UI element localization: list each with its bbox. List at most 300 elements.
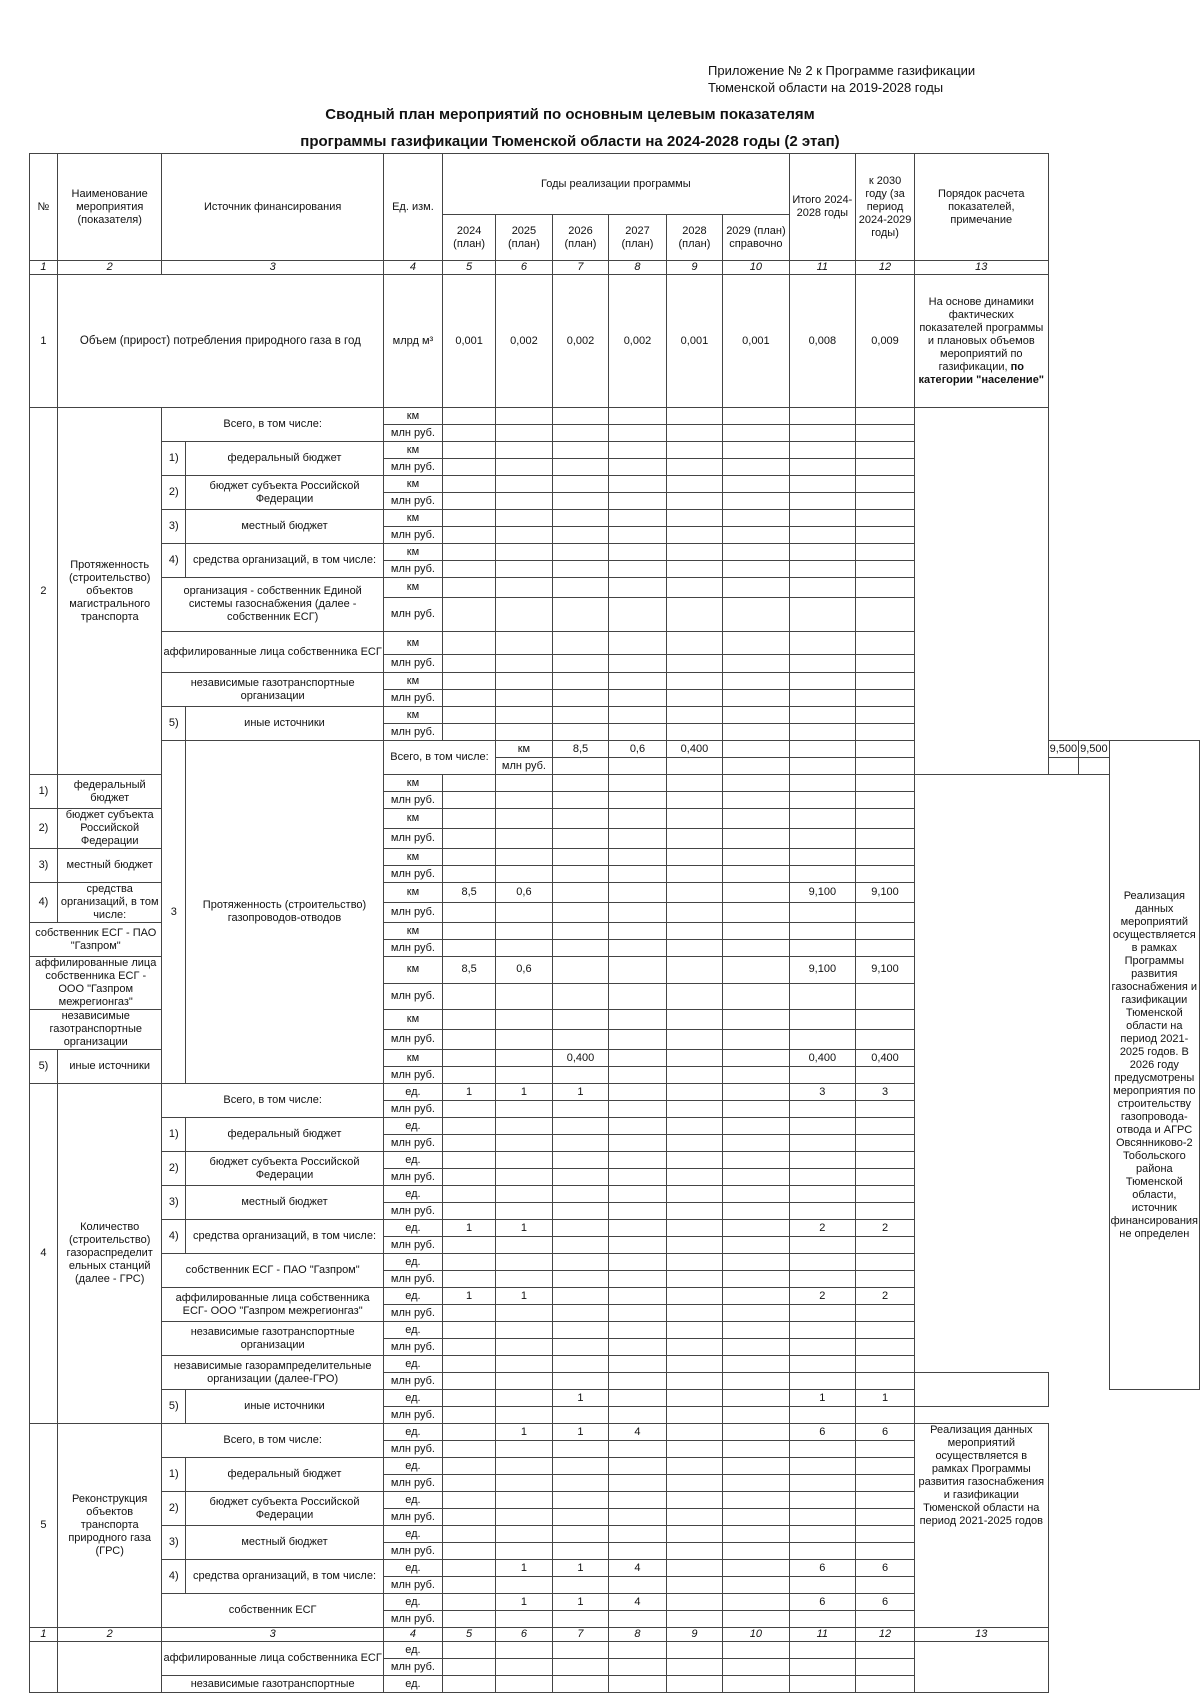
source-label: средства организаций, в том числе: — [186, 1560, 384, 1594]
source-number: 3) — [162, 510, 186, 544]
table-cell — [723, 1322, 789, 1339]
table-cell — [666, 1356, 723, 1373]
cell-value: 0,009 — [856, 275, 915, 408]
source-number: 5) — [30, 1050, 58, 1084]
table-cell — [666, 923, 723, 940]
col-number: 4 — [383, 1628, 442, 1642]
table-cell — [666, 476, 723, 493]
table-cell — [496, 690, 553, 707]
unit-label: км — [383, 408, 442, 425]
cell-value: 1 — [496, 1424, 553, 1441]
table-cell — [552, 1659, 609, 1676]
table-cell — [552, 1509, 609, 1526]
table-cell — [443, 1458, 496, 1475]
table-cell — [666, 724, 723, 741]
table-cell — [552, 1441, 609, 1458]
table-cell — [666, 1135, 723, 1152]
table-cell — [666, 775, 723, 792]
table-cell — [609, 527, 666, 544]
table-cell — [666, 527, 723, 544]
source-number: 3) — [162, 1186, 186, 1220]
table-cell — [723, 1659, 789, 1676]
table-cell — [496, 655, 553, 673]
col-number: 11 — [789, 1628, 855, 1642]
table-cell — [789, 408, 855, 425]
table-cell — [496, 1339, 553, 1356]
unit-label: млн руб. — [383, 1659, 442, 1676]
row2-note — [915, 408, 1049, 775]
unit-label: км — [383, 775, 442, 792]
table-cell — [856, 425, 915, 442]
row-number: 3 — [162, 741, 186, 1084]
cell-value: 0,400 — [789, 1050, 855, 1067]
cell-value: 1 — [496, 1220, 553, 1237]
table-cell — [789, 866, 855, 883]
header-no: № — [30, 154, 58, 261]
table-cell — [496, 578, 553, 598]
row5-name: Реконструкция объектов транспорта природного газа (ГРС) — [57, 1424, 162, 1628]
header-years-group: Годы реализации программы — [443, 154, 790, 215]
cell-value: 1 — [496, 1084, 553, 1101]
page-title-line-2: программы газификации Тюменской области на 2024-2028 годы (2 этап) — [300, 133, 840, 150]
table-cell — [443, 1010, 496, 1030]
unit-label: км — [496, 741, 553, 758]
table-cell — [723, 1203, 789, 1220]
table-cell — [609, 493, 666, 510]
table-cell — [789, 724, 855, 741]
table-cell — [609, 903, 666, 923]
table-cell — [856, 1577, 915, 1594]
header-total-2030: к 2030 году (за период 2024-2029 годы) — [856, 154, 915, 261]
source-number: 2) — [30, 809, 58, 849]
table-cell — [609, 1186, 666, 1203]
source-label: независимые газорампределительные организации (далее-ГРО) — [162, 1356, 383, 1390]
annex-line-2: Тюменской области на 2019-2028 годы — [708, 80, 944, 95]
unit-label: млн руб. — [383, 1135, 442, 1152]
table-cell — [1048, 758, 1079, 775]
table-cell — [723, 809, 789, 829]
source-label: средства организаций, в том числе: — [57, 883, 162, 923]
table-cell — [552, 655, 609, 673]
table-cell — [666, 690, 723, 707]
table-cell — [856, 690, 915, 707]
table-cell — [666, 758, 723, 775]
cell-value: 1 — [443, 1288, 496, 1305]
table-cell — [723, 1339, 789, 1356]
table-cell — [496, 1010, 553, 1030]
table-cell — [552, 690, 609, 707]
source-label: местный бюджет — [186, 510, 384, 544]
table-cell — [496, 1152, 553, 1169]
table-cell — [789, 1010, 855, 1030]
table-cell — [789, 1322, 855, 1339]
table-cell — [609, 1458, 666, 1475]
table-cell — [552, 510, 609, 527]
col-number: 9 — [666, 261, 723, 275]
source-label: независимые газотранспортные — [162, 1676, 383, 1693]
unit-label: млн руб. — [383, 1611, 442, 1628]
table-cell — [552, 940, 609, 957]
source-label: бюджет субъекта Российской Федерации — [186, 1492, 384, 1526]
table-cell — [552, 1356, 609, 1373]
table-cell — [552, 1169, 609, 1186]
row1-note-b: по категории "население" — [918, 360, 1045, 386]
table-cell — [496, 1118, 553, 1135]
table-cell — [552, 707, 609, 724]
table-cell — [666, 1492, 723, 1509]
table-cell — [552, 1254, 609, 1271]
table-cell — [666, 1560, 723, 1577]
cell-value: 0,002 — [609, 275, 666, 408]
table-cell — [666, 1220, 723, 1237]
table-cell — [552, 1186, 609, 1203]
cell-value: 0,001 — [443, 275, 496, 408]
table-cell — [666, 1067, 723, 1084]
table-cell — [666, 1152, 723, 1169]
source-label: иные источники — [57, 1050, 162, 1084]
table-cell — [723, 1676, 789, 1693]
table-cell — [496, 1492, 553, 1509]
table-cell — [666, 792, 723, 809]
unit-label: млн руб. — [383, 1203, 442, 1220]
table-cell — [609, 883, 666, 903]
table-cell — [723, 527, 789, 544]
table-cell — [723, 476, 789, 493]
cell-value: 0,008 — [789, 275, 855, 408]
table-cell — [666, 1676, 723, 1693]
table-cell — [496, 1050, 553, 1067]
table-cell — [496, 1271, 553, 1288]
table-cell — [789, 442, 855, 459]
cell-value: 0,6 — [496, 883, 553, 903]
col-number: 10 — [723, 1628, 789, 1642]
source-label: аффилированные лица собственника ЕСГ — [162, 632, 383, 673]
table-cell — [609, 1356, 666, 1373]
table-cell — [609, 724, 666, 741]
table-cell — [723, 1305, 789, 1322]
table-cell — [496, 1254, 553, 1271]
table-cell — [443, 408, 496, 425]
table-cell — [789, 1676, 855, 1693]
table-cell — [723, 883, 789, 903]
table-cell — [856, 923, 915, 940]
table-cell — [789, 1237, 855, 1254]
source-label: средства организаций, в том числе: — [186, 1220, 384, 1254]
unit-label: млн руб. — [383, 690, 442, 707]
table-cell — [666, 1642, 723, 1659]
unit-label: млн руб. — [383, 598, 442, 632]
table-cell — [609, 1642, 666, 1659]
table-cell — [666, 1407, 723, 1424]
table-cell — [496, 1577, 553, 1594]
table-cell — [496, 1659, 553, 1676]
table-cell — [443, 792, 496, 809]
unit-label: ед. — [383, 1676, 442, 1693]
table-cell — [443, 655, 496, 673]
table-cell — [496, 1475, 553, 1492]
table-cell — [789, 1475, 855, 1492]
table-cell — [496, 1526, 553, 1543]
unit-label: млн руб. — [383, 459, 442, 476]
cell-value: 3 — [856, 1084, 915, 1101]
source-label: Всего, в том числе: — [383, 741, 495, 775]
source-label: бюджет субъекта Российской Федерации — [186, 476, 384, 510]
unit-label: км — [383, 510, 442, 527]
table-cell — [789, 598, 855, 632]
annex-note — [708, 62, 975, 96]
table-cell — [552, 923, 609, 940]
col-number: 1 — [30, 261, 58, 275]
col-number: 3 — [162, 261, 383, 275]
table-cell — [443, 578, 496, 598]
table-cell — [552, 578, 609, 598]
cell-value: 1 — [552, 1594, 609, 1611]
source-label: независимые газотранспортные организации — [162, 673, 383, 707]
source-number: 5) — [162, 1390, 186, 1424]
table-cell — [723, 1010, 789, 1030]
table-cell — [443, 1030, 496, 1050]
table-cell — [789, 849, 855, 866]
table-cell — [723, 866, 789, 883]
unit-label: млн руб. — [383, 1475, 442, 1492]
table-cell — [856, 632, 915, 655]
unit-label: ед. — [383, 1118, 442, 1135]
table-cell — [856, 849, 915, 866]
table-cell — [552, 883, 609, 903]
table-cell — [443, 1101, 496, 1118]
table-cell — [552, 1288, 609, 1305]
table-cell — [666, 425, 723, 442]
table-cell — [443, 1509, 496, 1526]
table-cell — [609, 1101, 666, 1118]
table-cell — [609, 1373, 666, 1390]
table-cell — [789, 775, 855, 792]
table-cell — [443, 983, 496, 1010]
table-cell — [723, 1135, 789, 1152]
unit-label: ед. — [383, 1424, 442, 1441]
table-cell — [609, 1220, 666, 1237]
table-cell — [609, 758, 666, 775]
table-cell — [609, 983, 666, 1010]
table-cell — [666, 1254, 723, 1271]
table-cell — [609, 544, 666, 561]
table-cell — [723, 1271, 789, 1288]
table-cell — [552, 724, 609, 741]
table-cell — [723, 1118, 789, 1135]
cell-value: 6 — [789, 1560, 855, 1577]
source-label: бюджет субъекта Российской Федерации — [186, 1152, 384, 1186]
table-cell — [666, 1339, 723, 1356]
table-cell — [789, 1577, 855, 1594]
table-cell — [723, 792, 789, 809]
table-cell — [856, 408, 915, 425]
table-cell — [789, 1543, 855, 1560]
table-cell — [666, 983, 723, 1010]
table-cell — [723, 741, 789, 758]
table-cell — [856, 1030, 915, 1050]
table-cell — [443, 1322, 496, 1339]
table-cell — [856, 1526, 915, 1543]
table-cell — [723, 707, 789, 724]
unit-label: ед. — [383, 1356, 442, 1373]
table-cell — [552, 1407, 609, 1424]
table-cell — [666, 1543, 723, 1560]
table-cell — [666, 632, 723, 655]
table-cell — [666, 510, 723, 527]
table-cell — [666, 829, 723, 849]
table-cell — [443, 829, 496, 849]
table-cell — [443, 1118, 496, 1135]
table-cell — [443, 1050, 496, 1067]
unit-label: млн руб. — [383, 1373, 442, 1390]
table-cell — [609, 829, 666, 849]
table-cell — [666, 1390, 723, 1407]
table-cell — [789, 425, 855, 442]
col-number: 9 — [666, 1628, 723, 1642]
cell-value: 9,100 — [789, 883, 855, 903]
table-cell — [856, 1152, 915, 1169]
cell-value: 6 — [856, 1424, 915, 1441]
table-cell — [443, 1577, 496, 1594]
table-cell — [856, 476, 915, 493]
table-cell — [856, 866, 915, 883]
unit-label: млн руб. — [383, 1509, 442, 1526]
table-cell — [443, 442, 496, 459]
table-cell — [552, 792, 609, 809]
row1-note — [915, 275, 1049, 408]
table-cell — [723, 758, 789, 775]
table-cell — [496, 425, 553, 442]
table-cell — [443, 1611, 496, 1628]
table-cell — [666, 561, 723, 578]
table-cell — [789, 527, 855, 544]
table-cell — [1079, 758, 1110, 775]
table-cell — [789, 1492, 855, 1509]
table-cell — [789, 1526, 855, 1543]
table-cell — [723, 493, 789, 510]
table-cell — [496, 510, 553, 527]
cell-value: 0,400 — [552, 1050, 609, 1067]
source-label: собственник ЕСГ — [162, 1594, 383, 1628]
table-cell — [496, 792, 553, 809]
table-cell — [723, 1543, 789, 1560]
table-cell — [609, 459, 666, 476]
table-cell — [443, 1203, 496, 1220]
table-cell — [552, 673, 609, 690]
table-cell — [609, 1067, 666, 1084]
table-cell — [496, 775, 553, 792]
table-cell — [856, 1237, 915, 1254]
table-cell — [443, 561, 496, 578]
table-cell — [496, 1407, 553, 1424]
table-cell — [789, 1135, 855, 1152]
table-cell — [723, 1356, 789, 1373]
table-cell — [609, 1322, 666, 1339]
table-cell — [856, 724, 915, 741]
table-cell — [496, 866, 553, 883]
cell-value: 1 — [856, 1390, 915, 1407]
table-cell — [856, 1441, 915, 1458]
table-cell — [609, 1441, 666, 1458]
unit-label: млн руб. — [383, 493, 442, 510]
table-cell — [443, 707, 496, 724]
table-cell — [609, 408, 666, 425]
table-cell — [443, 632, 496, 655]
table-cell — [496, 1543, 553, 1560]
table-cell — [666, 1475, 723, 1492]
table-cell — [609, 1611, 666, 1628]
table-cell — [856, 527, 915, 544]
table-cell — [723, 690, 789, 707]
unit-label: ед. — [383, 1594, 442, 1611]
col-number: 7 — [552, 1628, 609, 1642]
cell-value: 6 — [856, 1594, 915, 1611]
row-number: 5 — [30, 1424, 58, 1628]
table-cell — [723, 1594, 789, 1611]
table-cell — [666, 957, 723, 984]
table-cell — [789, 1152, 855, 1169]
table-cell — [856, 1373, 915, 1390]
col-number: 10 — [723, 261, 789, 275]
unit-label: млн руб. — [383, 866, 442, 883]
table-cell — [723, 903, 789, 923]
header-year: 2029 (план) справочно — [723, 215, 789, 261]
table-cell — [723, 1152, 789, 1169]
table-cell — [609, 1135, 666, 1152]
unit-label: ед. — [383, 1152, 442, 1169]
table-cell — [443, 1152, 496, 1169]
table-cell — [723, 829, 789, 849]
table-cell — [666, 598, 723, 632]
table-cell — [552, 775, 609, 792]
source-number: 2) — [162, 476, 186, 510]
unit-label: км — [383, 544, 442, 561]
cell-value: 1 — [496, 1594, 553, 1611]
source-label: местный бюджет — [186, 1526, 384, 1560]
cell-value: 1 — [552, 1084, 609, 1101]
table-cell — [789, 829, 855, 849]
table-cell — [856, 1186, 915, 1203]
table-cell — [609, 1237, 666, 1254]
table-cell — [609, 1084, 666, 1101]
table-cell — [723, 1050, 789, 1067]
row5-note: Реализация данных мероприятий осуществляется в рамках Программы развития газоснабжения и газификации Тюменской области на период 2021-2025 годов — [915, 1424, 1049, 1628]
table-cell — [609, 442, 666, 459]
table-cell — [789, 1611, 855, 1628]
table-cell — [666, 707, 723, 724]
table-cell — [552, 442, 609, 459]
table-cell — [789, 1169, 855, 1186]
table-cell — [496, 1390, 553, 1407]
source-label: независимые газотранспортные организации — [162, 1322, 383, 1356]
table-cell — [856, 1254, 915, 1271]
table-cell — [666, 1322, 723, 1339]
table-cell — [443, 1305, 496, 1322]
row1-note-a: На основе динамики фактических показателей программы и плановых объемов мероприятий по газификации, — [919, 295, 1044, 373]
cell-value: 8,5 — [443, 883, 496, 903]
table-cell — [666, 1526, 723, 1543]
unit-label: млн руб. — [383, 940, 442, 957]
source-number: 2) — [162, 1152, 186, 1186]
table-cell — [609, 775, 666, 792]
table-cell — [723, 775, 789, 792]
table-cell — [552, 493, 609, 510]
cell-value: 0,001 — [723, 275, 789, 408]
table-cell — [789, 1356, 855, 1373]
table-cell — [496, 1441, 553, 1458]
table-cell — [496, 1030, 553, 1050]
table-cell — [443, 1659, 496, 1676]
